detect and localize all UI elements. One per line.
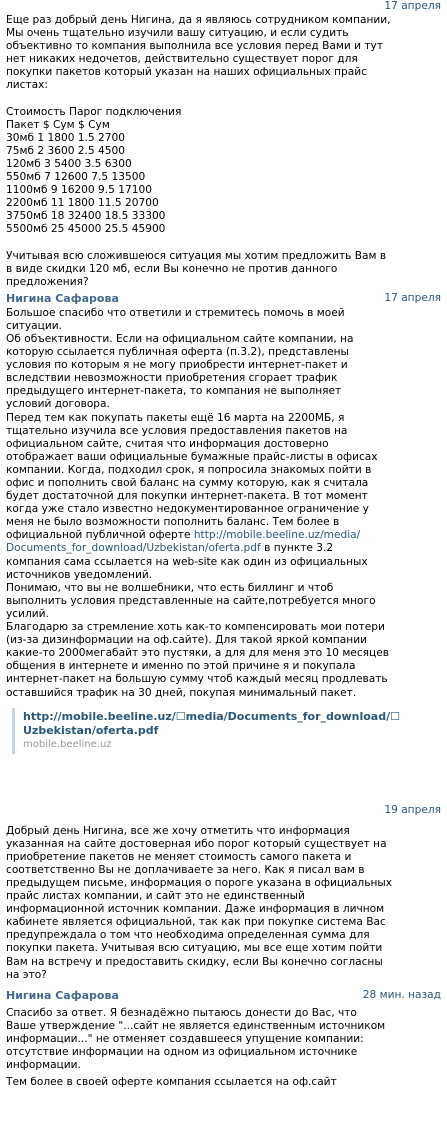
message-date[interactable]: 19 апреля bbox=[384, 803, 441, 816]
message-text bbox=[6, 307, 441, 700]
message-date[interactable]: 28 мин. назад bbox=[362, 988, 441, 1001]
message-text: Еще раз добрый день Нигина, да я являюсь сотрудником компании, Мы очень тщательно изучили вашу ситуацию, и если судить объективно то компания выполнила все условия перед Вами и тут нет никаких недочетов, действительно существует порог для покупки пакетов который указан на наших официальных прайс листах: bbox=[6, 14, 391, 92]
message-date[interactable]: 17 апреля bbox=[384, 0, 441, 12]
attachment-site: mobile.beeline.uz bbox=[23, 738, 112, 750]
message-1 bbox=[6, 0, 441, 289]
message-body bbox=[6, 1004, 441, 1090]
message-text: Спасибо за ответ. Я безнадёжно пытаюсь донести до Вас, что Ваше утверждение "...сайт не является единственным источником информации..." не отменяет создавшееся упущение компании: отсутствие информации на одном из официальном источнике информации. bbox=[6, 1006, 386, 1072]
message-body bbox=[6, 14, 441, 289]
blank-line bbox=[6, 93, 441, 106]
message-text: Добрый день Нигина, все же хочу отметить что информация указанная на сайте достоверная ибо порог который существует на приобретение пакетов не меняет стоимость самого пакета и соответственно Вы не доплачиваете за него. Как я писал вам в предыдущем письме, информация о пороге указана в официальных прайс листах компании, и сайт это не единственный информационной источник компании. Даже информация в личном кабинете является официальной, так как при покупке система Вас предупреждала о том что необходима определенная сумма для покупки пакета. Учитывая всю ситуацию, мы все еще хотим пойти Вам на встречу и предоставить скидку, если Вы конечно согласны на это? bbox=[6, 824, 393, 981]
oferta-link[interactable]: http://mobile.beeline.uz/media/ Documents_for_download/Uzbekistan/oferta.pdf bbox=[6, 529, 361, 555]
message-body bbox=[6, 825, 441, 982]
price-table-text: Стоимость Парог подключения Пакет $ Сум $ Сум 30мб 1 1800 1.5 2700 75мб 2 3600 2.5 4500 120мб 3 5400 3.5 6300 550мб 7 12600 7.5 13500 1100мб 9 16200 9.5 17100 2200мб 11 1800 11.5 20700 3750мб 18 32400 18.5 33300 5500мб 25 45000 25.5 45900 bbox=[6, 105, 182, 236]
spacer bbox=[0, 760, 447, 804]
message-author[interactable]: Нигина Сафарова bbox=[6, 291, 119, 305]
message-text: Тем более в своей оферте компания ссылается на оф.сайт bbox=[6, 1076, 337, 1089]
message-3 bbox=[6, 804, 441, 982]
message-author[interactable]: Нигина Сафарова bbox=[6, 988, 119, 1002]
message-text-part: в пункте 3.2 компания сама ссылается на web-site как один из официальных источников уведомлений. Понимаю, что вы не волшебники, что есть биллинг и чтоб выполнить условия представленные на сайте,потребуется много усилий. Благодарю за стремление хоть как-то компенсировать мои потери (из-за дизинформации на оф.сайте). Для такой яркой компании какие-то 2000мегабайт это пустяки, а для для меня это 10 месяцев общения в интернете и именно по этой причине я и покупала интернет-пакет на большую сумму чтоб каждый месяц продлевать оставшийся трафик на 30 дней, покупая минимальный пакет. bbox=[6, 542, 389, 699]
message-body bbox=[6, 307, 441, 700]
message-2 bbox=[6, 289, 441, 754]
attachment-title[interactable]: http://mobile.beeline.uz/☐media/Documents_for_download/☐ Uzbekistan/oferta.pdf bbox=[23, 709, 400, 737]
message-text-part: Большое спасибо что ответили и стремитесь помочь в моей ситуации. Об объективности. Если на официальном сайте компании, на которую ссылается публичная оферта (п.3.2), представлены условия по которым я не могу приобрести интернет-пакет и вследствии невозможности приобретения сгорает трафик предыдущего интернет-пакета, то компания не выполняет условий договора. Перед тем как покупать пакеты ещё 16 марта на 2200МБ, я тщательно изучила все условия предоставления пакетов на официальном сайте, считая что информация достоверно отображает ваши официальные бумажные прайс-листы в офисах компании. Когда, подходил срок, я попросила знакомых пойти в офис и пополнить свой баланс на сумму которую, как я считала будет достаточной для покупки интернет-пакета. В тот момент когда уже стало известно недокументированное ограничение у меня не было возможности пополнить баланс. Тем более в официальной публичной оферте bbox=[6, 306, 378, 542]
blank-line bbox=[6, 237, 441, 250]
link-attachment[interactable] bbox=[12, 708, 441, 754]
message-4 bbox=[6, 986, 441, 1090]
message-date[interactable]: 17 апреля bbox=[384, 291, 441, 304]
message-text: Учитывая всю сложившеюся ситуация мы хотим предложить Вам в в виде скидки 120 мб, если Вы конечно не против данного предложения? bbox=[6, 249, 387, 288]
